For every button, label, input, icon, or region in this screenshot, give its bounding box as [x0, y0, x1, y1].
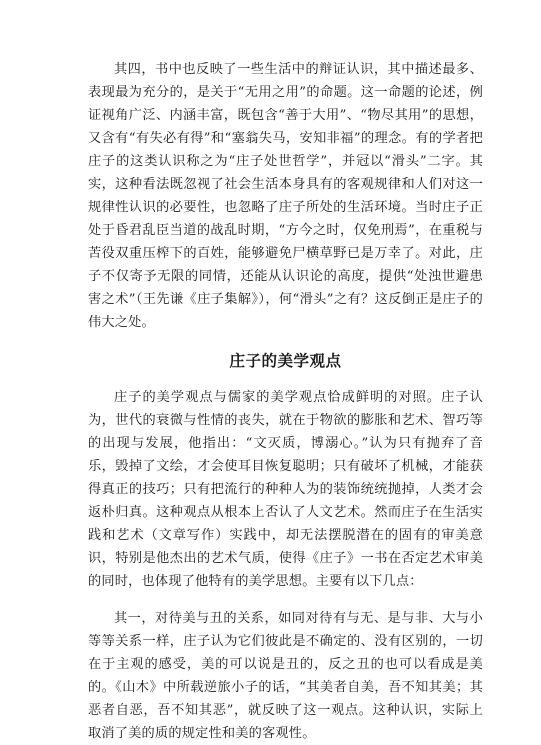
section-title: 庄子的美学观点	[229, 352, 342, 370]
paragraph-fourth-point: 其四，书中也反映了一些生活中的辩证认识，其中描述最多、表现最为充分的，是关于“无用之用”的命题。这一命题的论述，例证视角广泛、内涵丰富，既包含“善于大用”、“物尽其用”的思想，又含有“有失必有得”和“塞翁失马，安知非福”的理念。有的学者把庄子的这类认识称之为“庄子处世哲学”，并冠以“滑头”二字。其实，这种看法既忽视了社会生活本身具有的客观规律和人们对这一规律性认识的必要性，也忽略了庄子所处的生活环境。当时庄子正处于昏君乱臣当道的战乱时期，“方今之时，仅免刑焉”，在重税与苦役双重压榨下的百姓，能够避免尸横草野已是万幸了。对此，庄子不仅寄予无限的同情，还能从认识论的高度，提供“处浊世避患害之术”（王先谦《庄子集解》），何“滑头”之有？这反倒正是庄子的伟大之处。	[88, 62, 483, 330]
paragraph-aesthetics-intro: 庄子的美学观点与儒家的美学观点恰成鲜明的对照。庄子认为，世代的衰微与性情的丧失，就在于物欲的膨胀和艺术、智巧等的出现与发展，他指出：“文灭质，博溺心。”认为只有抛弃了音乐，毁掉了文绘，才会使耳目恢复聪明；只有破坏了机械，才能获得真正的技巧；只有把流行的种种人为的装饰统统抛掉，人类才会返朴归真。这种观点从根本上否认了人文艺术。然而庄子在生活实践和艺术（文章写作）实践中，却无法摆脱潜在的固有的审美意识，特别是他杰出的艺术气质，使得《庄子》一书在否定艺术审美的同时，也体现了他特有的美学思想。主要有以下几点：	[88, 390, 483, 589]
paragraph-beauty-ugliness: 其一，对待美与丑的关系，如同对待有与无、是与非、大与小等等关系一样，庄子认为它们彼此是不确定的、没有区别的，一切在于主观的感受，美的可以说是丑的，反之丑的也可以看成是美的。《山木》中所载逆旅小子的话，“其美者自美，吾不知其美；其恶者自恶，吾不知其恶”，就反映了这一观点。这种认识，实际上取消了美的质的规定性和美的客观性。	[88, 611, 483, 741]
